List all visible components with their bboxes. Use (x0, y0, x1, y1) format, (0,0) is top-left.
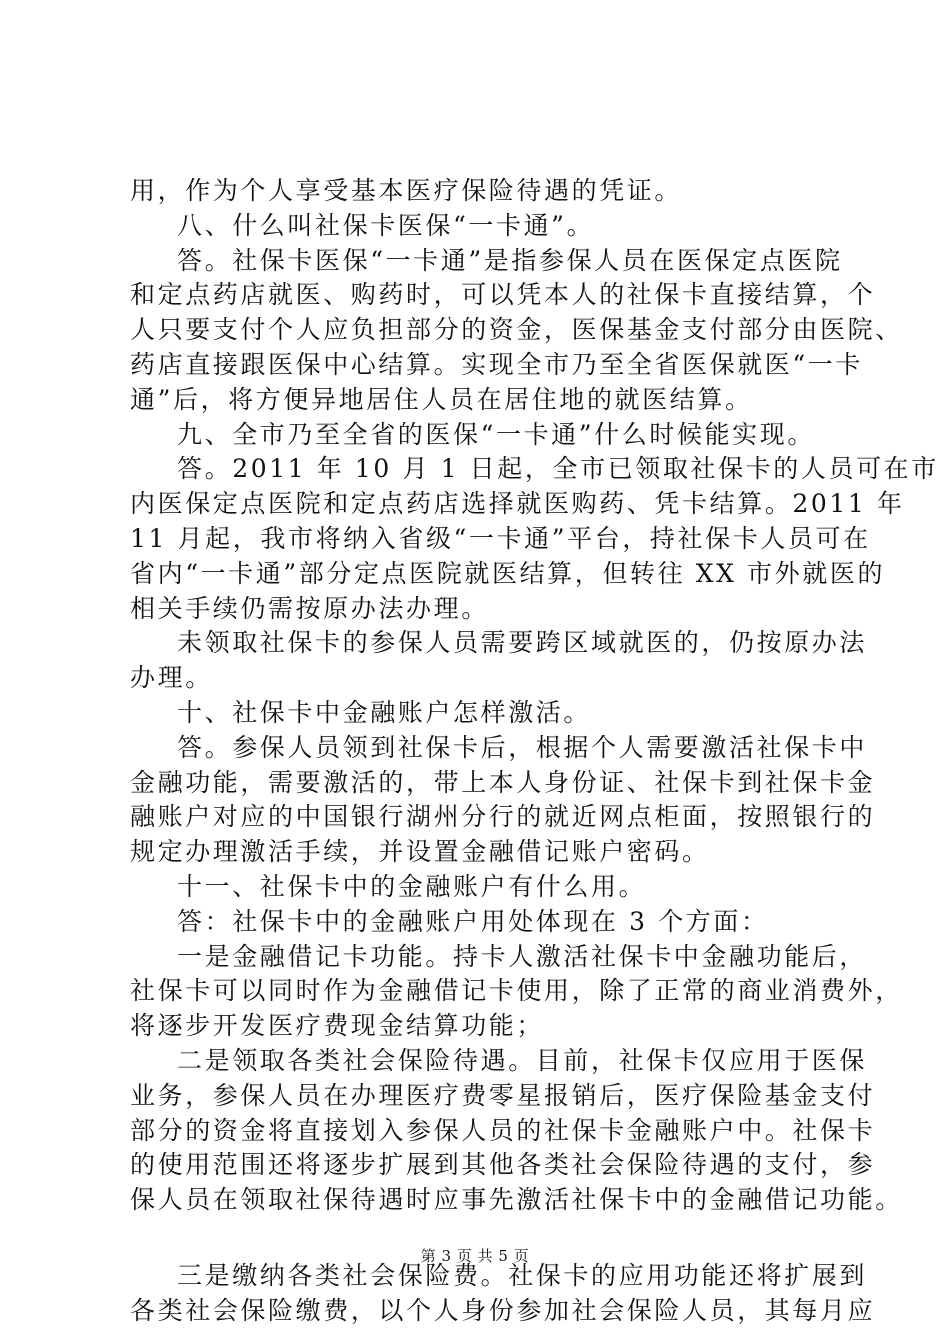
paragraph-line: 规定办理激活手续，并设置金融借记账户密码。 (130, 837, 710, 867)
paragraph-line: 用，作为个人享受基本医疗保险待遇的凭证。 (130, 176, 683, 205)
paragraph-line: 内医保定点医院和定点药店选择就医购药、凭卡结算。2011 年 (130, 489, 905, 519)
paragraph-line: 办理。 (130, 663, 213, 693)
paragraph-line: 和定点药店就医、购药时，可以凭本人的社保卡直接结算，个 (130, 280, 876, 310)
paragraph-line: 保人员在领取社保待遇时应事先激活社保卡中的金融借记功能。 (130, 1185, 903, 1215)
document-body (130, 174, 939, 1329)
section-heading-10: 十、社保卡中金融账户怎样激活。 (177, 697, 592, 727)
paragraph-line: 的使用范围还将逐步扩展到其他各类社会保险待遇的支付，参 (130, 1150, 876, 1180)
paragraph-line: 答。社保卡医保“一卡通”是指参保人员在医保定点医院 (177, 245, 843, 275)
paragraph-line: 融账户对应的中国银行湖州分行的就近网点柜面，按照银行的 (130, 802, 876, 832)
paragraph-line: 相关手续仍需按原办法办理。 (130, 593, 489, 623)
paragraph-line: 业务，参保人员在办理医疗费零星报销后，医疗保险基金支付 (130, 1080, 876, 1110)
section-heading-11: 十一、社保卡中的金融账户有什么用。 (177, 871, 647, 901)
paragraph-line: 一是金融借记卡功能。持卡人激活社保卡中金融功能后， (177, 941, 868, 971)
paragraph-line: 各类社会保险缴费，以个人身份参加社会保险人员，其每月应 (130, 1295, 876, 1325)
paragraph-line: 药店直接跟医保中心结算。实现全市乃至全省医保就医“一卡 (130, 349, 863, 379)
section-heading-8: 八、什么叫社保卡医保“一卡通”。 (177, 210, 595, 240)
paragraph-line: 金融功能，需要激活的，带上本人身份证、社保卡到社保卡金 (130, 767, 876, 797)
paragraph-line: 二是领取各类社会保险待遇。目前，社保卡仅应用于医保 (177, 1045, 868, 1075)
section-heading-9: 九、全市乃至全省的医保“一卡通”什么时候能实现。 (177, 419, 815, 449)
paragraph-line: 三是缴纳各类社会保险费。社保卡的应用功能还将扩展到 (177, 1260, 868, 1290)
paragraph-line: 将逐步开发医疗费现金结算功能； (130, 1011, 545, 1041)
paragraph-line: 人只要支付个人应负担部分的资金，医保基金支付部分由医院、 (130, 315, 903, 345)
paragraph-line: 部分的资金将直接划入参保人员的社保卡金融账户中。社保卡 (130, 1115, 876, 1145)
paragraph-line: 11 月起，我市将纳入省级“一卡通”平台，持社保卡人员可在 (130, 523, 871, 553)
paragraph-line: 答：社保卡中的金融账户用处体现在 3 个方面： (177, 906, 769, 936)
paragraph-line: 未领取社保卡的参保人员需要跨区域就医的，仍按原办法 (177, 628, 868, 658)
paragraph-line: 答。2011 年 10 月 1 日起，全市已领取社保卡的人员可在市 (177, 454, 939, 484)
paragraph-line: 社保卡可以同时作为金融借记卡使用，除了正常的商业消费外， (130, 976, 903, 1006)
page-number-footer: 第 3 页 共 5 页 (420, 1247, 530, 1265)
paragraph-line: 通”后，将方便异地居住人员在居住地的就医结算。 (130, 384, 753, 414)
paragraph-line: 答。参保人员领到社保卡后，根据个人需要激活社保卡中 (177, 732, 868, 762)
paragraph-line: 省内“一卡通”部分定点医院就医结算，但转往 XX 市外就医的 (130, 558, 886, 588)
